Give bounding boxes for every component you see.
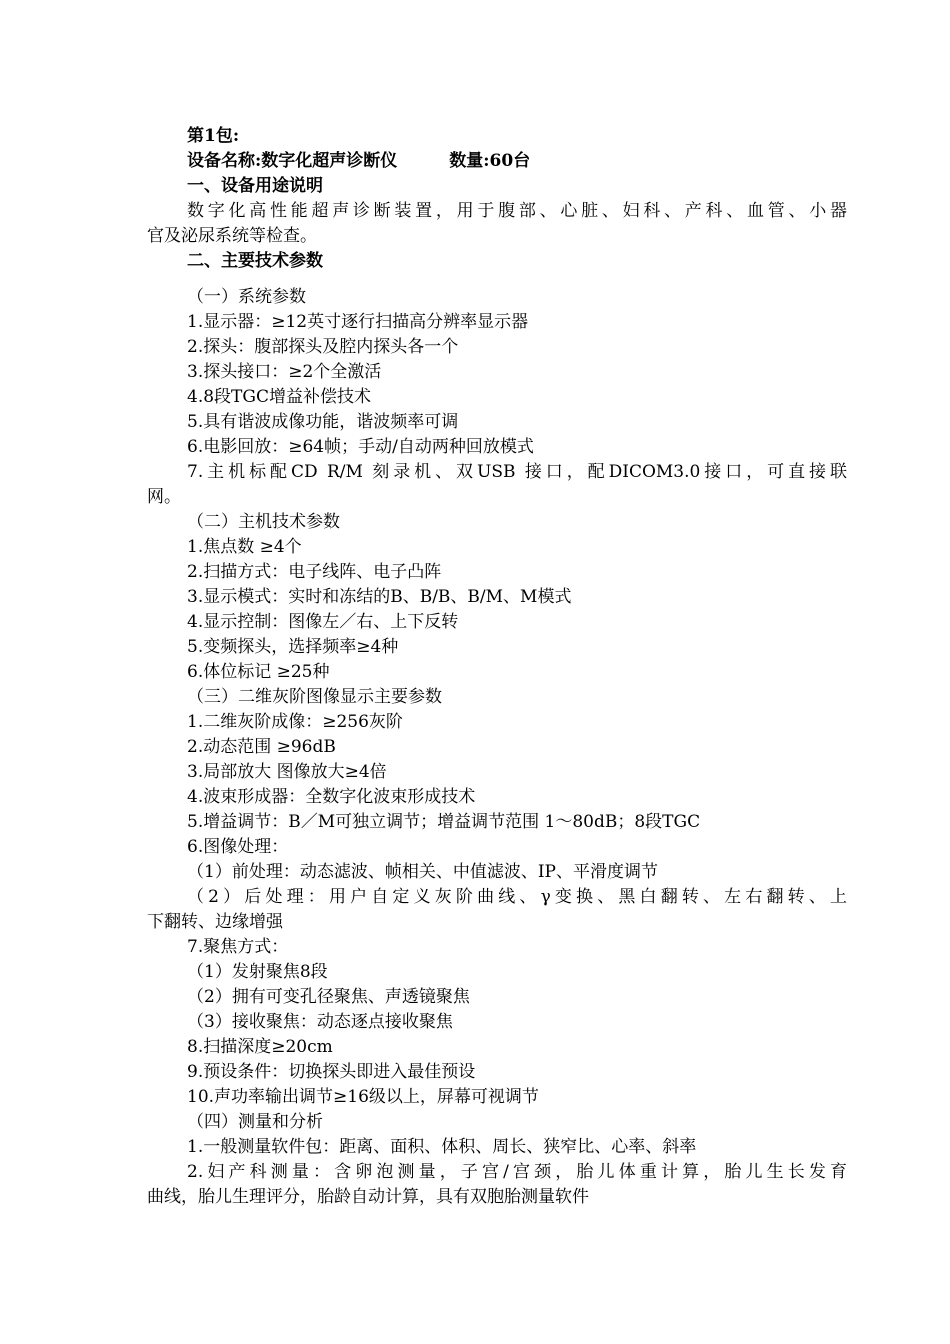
param-line: 2.妇产科测量：含卵泡测量，子宫/宫颈，胎儿体重计算，胎儿生长发育: [187, 1162, 847, 1182]
param-line: 网。: [147, 487, 181, 507]
section-heading-2: 二、主要技术参数: [187, 251, 323, 271]
param-line: 8.扫描深度≥20cm: [187, 1037, 333, 1057]
param-line: （2）拥有可变孔径聚焦、声透镜聚焦: [187, 987, 470, 1007]
section-heading-1: 一、设备用途说明: [187, 176, 323, 196]
device-name: 设备名称:数字化超声诊断仪: [187, 151, 398, 171]
param-line: 7.主机标配CD R/M 刻录机、双USB 接口，配DICOM3.0接口，可直接联: [187, 462, 847, 482]
param-line: 6.电影回放：≥64帧；手动/自动两种回放模式: [187, 437, 534, 457]
param-line: 1.二维灰阶成像：≥256灰阶: [187, 712, 403, 732]
param-line: 9.预设条件：切换探头即进入最佳预设: [187, 1062, 476, 1082]
param-line: （1）前处理：动态滤波、帧相关、中值滤波、IP、平滑度调节: [187, 862, 658, 882]
param-line: 7.聚焦方式：: [187, 937, 289, 957]
param-line: 3.探头接口：≥2个全激活: [187, 362, 382, 382]
purpose-text-1: 数字化高性能超声诊断装置，用于腹部、心脏、妇科、产科、血管、小器: [187, 201, 847, 221]
param-line: 4.显示控制：图像左／右、上下反转: [187, 612, 459, 632]
param-line: （3）接收聚焦：动态逐点接收聚焦: [187, 1012, 453, 1032]
subsection-heading: （一）系统参数: [187, 287, 306, 307]
param-line: 10.声功率输出调节≥16级以上，屏幕可视调节: [187, 1087, 539, 1107]
subsection-heading: （二）主机技术参数: [187, 512, 340, 532]
param-line: 4.波束形成器：全数字化波束形成技术: [187, 787, 476, 807]
param-line: 下翻转、边缘增强: [147, 912, 283, 932]
param-line: 曲线，胎儿生理评分，胎龄自动计算，具有双胞胎测量软件: [147, 1187, 589, 1207]
param-line: 1.一般测量软件包：距离、面积、体积、周长、狭窄比、心率、斜率: [187, 1137, 697, 1157]
param-line: （2）后处理：用户自定义灰阶曲线、γ变换、黑白翻转、左右翻转、上: [187, 887, 847, 907]
param-line: 2.扫描方式：电子线阵、电子凸阵: [187, 562, 442, 582]
param-line: 3.局部放大 图像放大≥4倍: [187, 762, 387, 782]
purpose-text-2: 官及泌尿系统等检查。: [147, 226, 317, 246]
param-line: 5.变频探头，选择频率≥4种: [187, 637, 399, 657]
device-line: [147, 149, 847, 174]
param-line: 6.图像处理：: [187, 837, 289, 857]
param-line: 5.增益调节：B／M可独立调节；增益调节范围 1～80dB；8段TGC: [187, 812, 701, 832]
param-line: 5.具有谐波成像功能，谐波频率可调: [187, 412, 459, 432]
param-line: 3.显示模式：实时和冻结的B、B/B、B/M、M模式: [187, 587, 572, 607]
subsection-heading: （四）测量和分析: [187, 1112, 323, 1132]
param-line: 2.探头：腹部探头及腔内探头各一个: [187, 337, 459, 357]
param-line: 6.体位标记 ≥25种: [187, 662, 330, 682]
param-line: （1）发射聚焦8段: [187, 962, 328, 982]
subsection-heading: （三）二维灰阶图像显示主要参数: [187, 687, 442, 707]
param-line: 1.显示器：≥12英寸逐行扫描高分辨率显示器: [187, 312, 529, 332]
param-line: 1.焦点数 ≥4个: [187, 537, 302, 557]
package-heading: 第1包:: [187, 126, 240, 146]
param-line: 4.8段TGC增益补偿技术: [187, 387, 371, 407]
param-line: 2.动态范围 ≥96dB: [187, 737, 336, 757]
device-quantity: 数量:60台: [449, 151, 531, 171]
